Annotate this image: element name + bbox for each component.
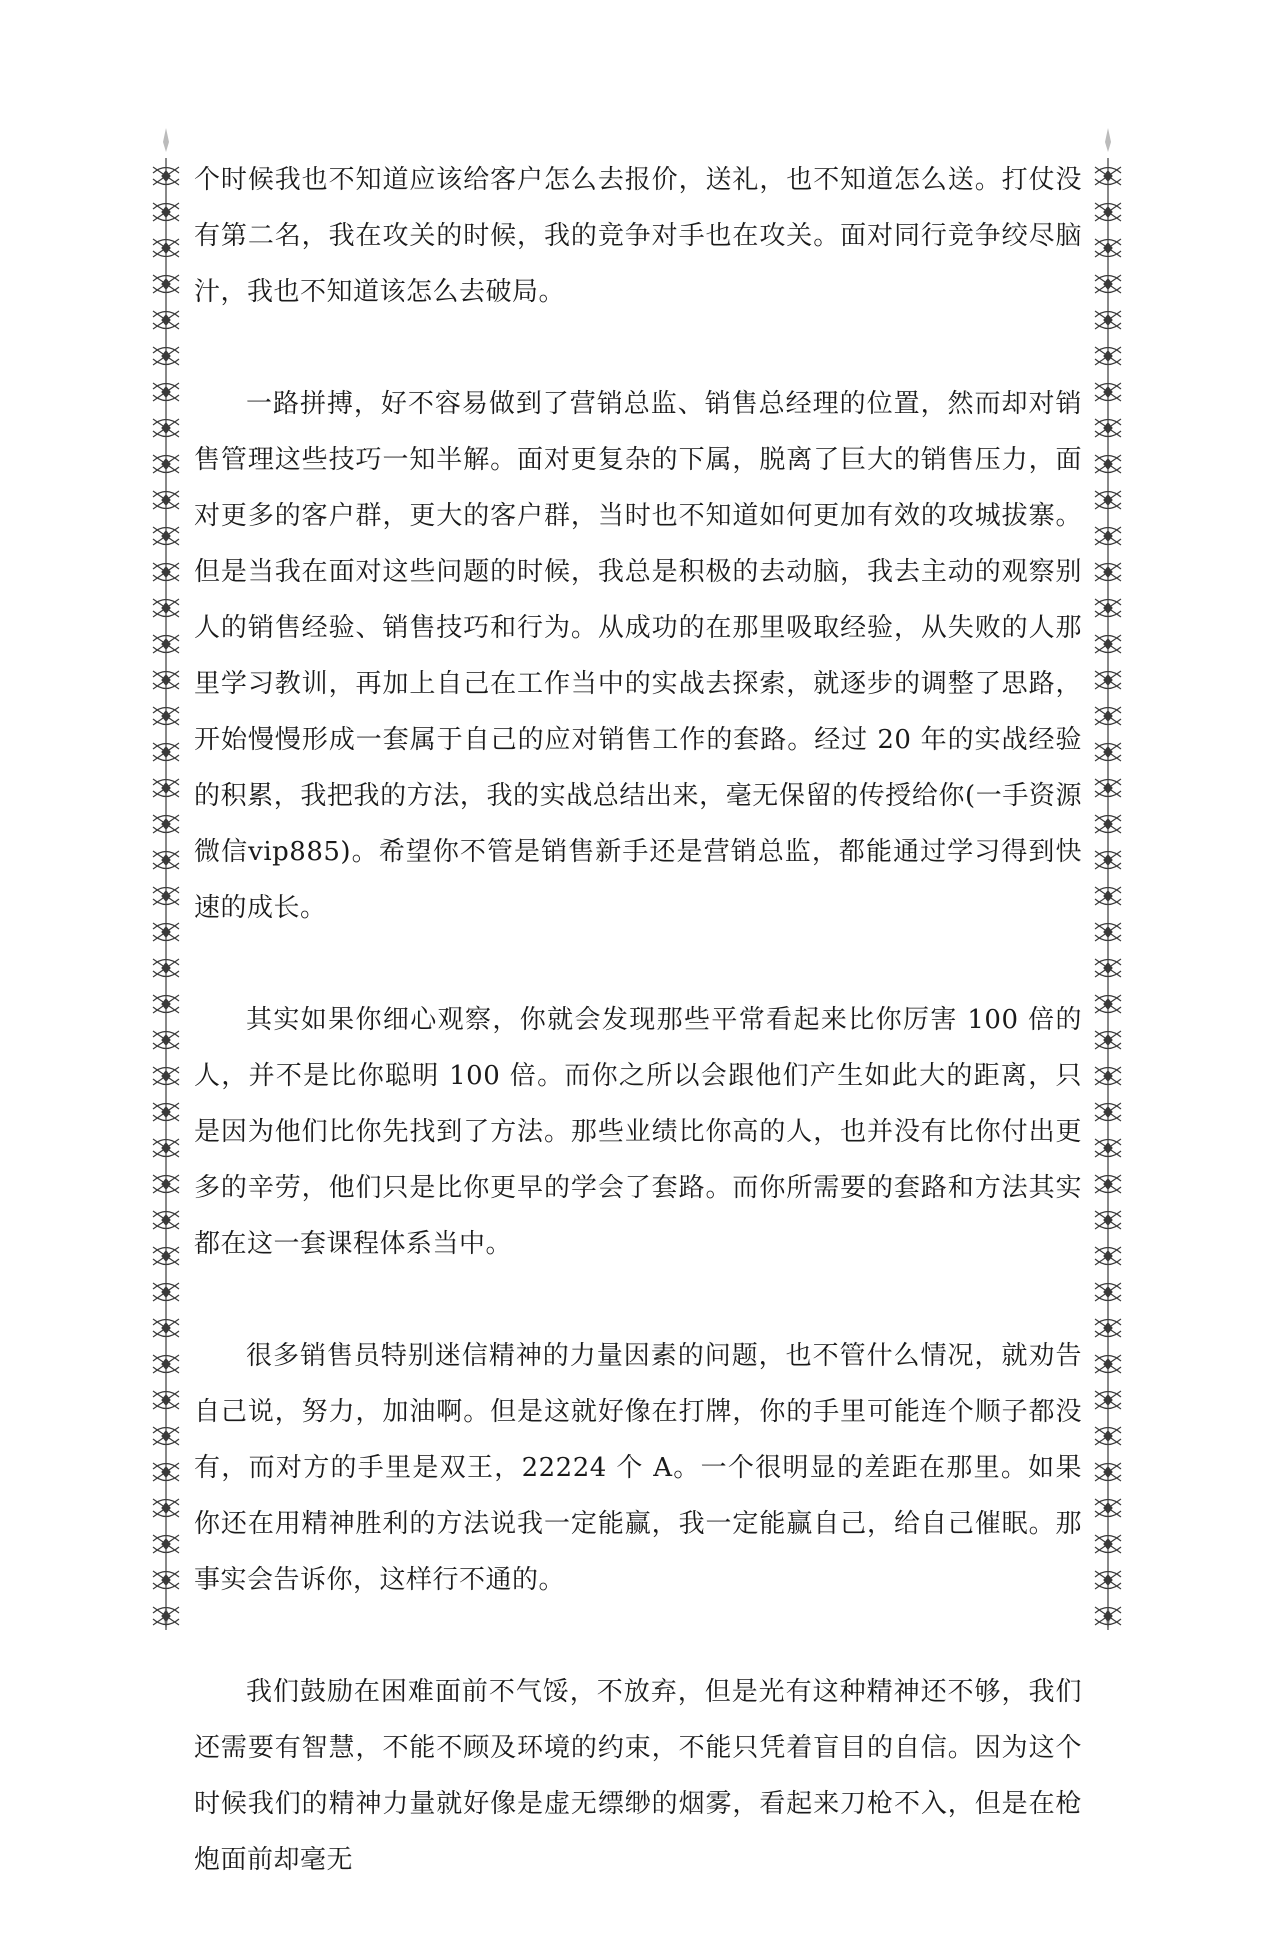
lattice-ornament-icon — [1095, 338, 1121, 374]
lattice-ornament-icon — [153, 1166, 179, 1202]
lattice-ornament-icon — [153, 302, 179, 338]
lattice-ornament-icon — [153, 1094, 179, 1130]
lattice-ornament-icon — [153, 950, 179, 986]
lattice-ornament-icon — [1095, 770, 1121, 806]
lattice-ornament-icon — [153, 1274, 179, 1310]
lattice-ornament-icon — [153, 914, 179, 950]
lattice-ornament-icon — [153, 806, 179, 842]
lattice-ornament-icon — [153, 770, 179, 806]
lattice-ornament-icon — [153, 410, 179, 446]
lattice-ornament-icon — [153, 1598, 179, 1630]
lattice-ornament-icon — [153, 1490, 179, 1526]
lattice-ornament-icon — [1095, 1490, 1121, 1526]
paragraph-1: 个时候我也不知道应该给客户怎么去报价，送礼，也不知道怎么送。打仗没有第二名，我在攻关的时候，我的竞争对手也在攻关。面对同行竞争绞尽脑汁，我也不知道该怎么去破局。 — [194, 165, 1082, 307]
lattice-ornament-icon — [1095, 734, 1121, 770]
right-ornament-border — [1088, 128, 1128, 1630]
ornament-cap-icon — [1105, 128, 1111, 152]
lattice-ornament-icon — [153, 194, 179, 230]
lattice-ornament-icon — [153, 1562, 179, 1598]
lattice-ornament-icon — [153, 734, 179, 770]
lattice-ornament-icon — [153, 482, 179, 518]
lattice-ornament-icon — [1095, 1274, 1121, 1310]
lattice-ornament-icon — [1095, 230, 1121, 266]
lattice-ornament-icon — [153, 1202, 179, 1238]
lattice-ornament-icon — [153, 230, 179, 266]
lattice-ornament-icon — [153, 266, 179, 302]
lattice-ornament-icon — [1095, 1022, 1121, 1058]
lattice-ornament-icon — [153, 338, 179, 374]
lattice-ornament-icon — [153, 1382, 179, 1418]
lattice-ornament-icon — [1095, 878, 1121, 914]
lattice-ornament-icon — [1095, 1130, 1121, 1166]
lattice-ornament-icon — [153, 446, 179, 482]
paragraph-2: 一路拼搏，好不容易做到了营销总监、销售总经理的位置，然而却对销售管理这些技巧一知半解。面对更复杂的下属，脱离了巨大的销售压力，面对更多的客户群，更大的客户群，当时也不知道如何更加有效的攻城拔寨。但是当我在面对这些问题的时候，我总是积极的去动脑，我去主动的观察别人的销售经验、销售技巧和行为。从成功的在那里吸取经验，从失败的人那里学习教训，再加上自己在工作当中的实战去探索，就逐步的调整了思路，开始慢慢形成一套属于自己的应对销售工作的套路。经过 20 年的实战经验的积累，我把我的方法，我的实战总结出来，毫无保留的传授给你(一手资源微信vip885)。希望你不管是销售新手还是营销总监，都能通过学习得到快速的成长。 — [194, 389, 1082, 923]
lattice-ornament-icon — [153, 1022, 179, 1058]
lattice-ornament-icon — [1095, 806, 1121, 842]
lattice-ornament-icon — [153, 1454, 179, 1490]
lattice-ornament-icon — [153, 590, 179, 626]
lattice-ornament-icon — [153, 158, 179, 194]
lattice-ornament-icon — [153, 662, 179, 698]
left-ornament-border — [146, 128, 186, 1630]
lattice-ornament-icon — [153, 1058, 179, 1094]
lattice-ornament-icon — [1095, 1454, 1121, 1490]
lattice-ornament-icon — [1095, 1598, 1121, 1630]
lattice-ornament-icon — [153, 626, 179, 662]
lattice-ornament-icon — [1095, 518, 1121, 554]
lattice-ornament-icon — [1095, 950, 1121, 986]
lattice-ornament-icon — [153, 878, 179, 914]
lattice-ornament-icon — [1095, 662, 1121, 698]
lattice-ornament-icon — [1095, 1094, 1121, 1130]
lattice-ornament-icon — [153, 1526, 179, 1562]
lattice-ornament-icon — [1095, 1310, 1121, 1346]
lattice-ornament-icon — [1095, 302, 1121, 338]
lattice-ornament-icon — [1095, 1166, 1121, 1202]
ornament-cap-icon — [163, 128, 169, 152]
lattice-ornament-icon — [153, 518, 179, 554]
lattice-ornament-icon — [153, 1346, 179, 1382]
lattice-ornament-icon — [1095, 266, 1121, 302]
paragraph-5: 我们鼓励在困难面前不气馁，不放弃，但是光有这种精神还不够，我们还需要有智慧，不能不顾及环境的约束，不能只凭着盲目的自信。因为这个时候我们的精神力量就好像是虚无缥缈的烟雾，看起来刀枪不入，但是在枪炮面前却毫无 — [194, 1677, 1082, 1875]
lattice-ornament-icon — [1095, 1562, 1121, 1598]
lattice-ornament-icon — [153, 1130, 179, 1166]
lattice-ornament-icon — [153, 374, 179, 410]
lattice-ornament-icon — [1095, 986, 1121, 1022]
lattice-ornament-icon — [153, 1238, 179, 1274]
document-body — [194, 152, 1082, 1944]
lattice-ornament-icon — [1095, 158, 1121, 194]
lattice-ornament-icon — [1095, 374, 1121, 410]
lattice-ornament-icon — [1095, 1346, 1121, 1382]
lattice-ornament-icon — [153, 698, 179, 734]
lattice-ornament-icon — [153, 1310, 179, 1346]
lattice-ornament-icon — [1095, 1382, 1121, 1418]
lattice-ornament-icon — [1095, 914, 1121, 950]
lattice-ornament-icon — [1095, 482, 1121, 518]
lattice-ornament-icon — [153, 554, 179, 590]
paragraph-3: 其实如果你细心观察，你就会发现那些平常看起来比你厉害 100 倍的人，并不是比你聪明 100 倍。而你之所以会跟他们产生如此大的距离，只是因为他们比你先找到了方法。那些业绩比你高的人，也并没有比你付出更多的辛劳，他们只是比你更早的学会了套路。而你所需要的套路和方法其实都在这一套课程体系当中。 — [194, 1005, 1082, 1259]
lattice-ornament-icon — [153, 986, 179, 1022]
lattice-ornament-icon — [153, 842, 179, 878]
lattice-ornament-icon — [1095, 590, 1121, 626]
lattice-ornament-icon — [1095, 194, 1121, 230]
lattice-ornament-icon — [1095, 1526, 1121, 1562]
lattice-ornament-icon — [1095, 1238, 1121, 1274]
lattice-ornament-icon — [1095, 446, 1121, 482]
lattice-ornament-icon — [1095, 626, 1121, 662]
lattice-ornament-icon — [1095, 1202, 1121, 1238]
lattice-ornament-icon — [1095, 1418, 1121, 1454]
paragraph-4: 很多销售员特别迷信精神的力量因素的问题，也不管什么情况，就劝告自己说，努力，加油啊。但是这就好像在打牌，你的手里可能连个顺子都没有，而对方的手里是双王，22224 个 A。一个很明显的差距在那里。如果你还在用精神胜利的方法说我一定能赢，我一定能赢自己，给自己催眠。那事实会告诉你，这样行不通的。 — [194, 1341, 1082, 1595]
lattice-ornament-icon — [1095, 1058, 1121, 1094]
lattice-ornament-icon — [1095, 410, 1121, 446]
lattice-ornament-icon — [153, 1418, 179, 1454]
lattice-ornament-icon — [1095, 554, 1121, 590]
lattice-ornament-icon — [1095, 842, 1121, 878]
lattice-ornament-icon — [1095, 698, 1121, 734]
